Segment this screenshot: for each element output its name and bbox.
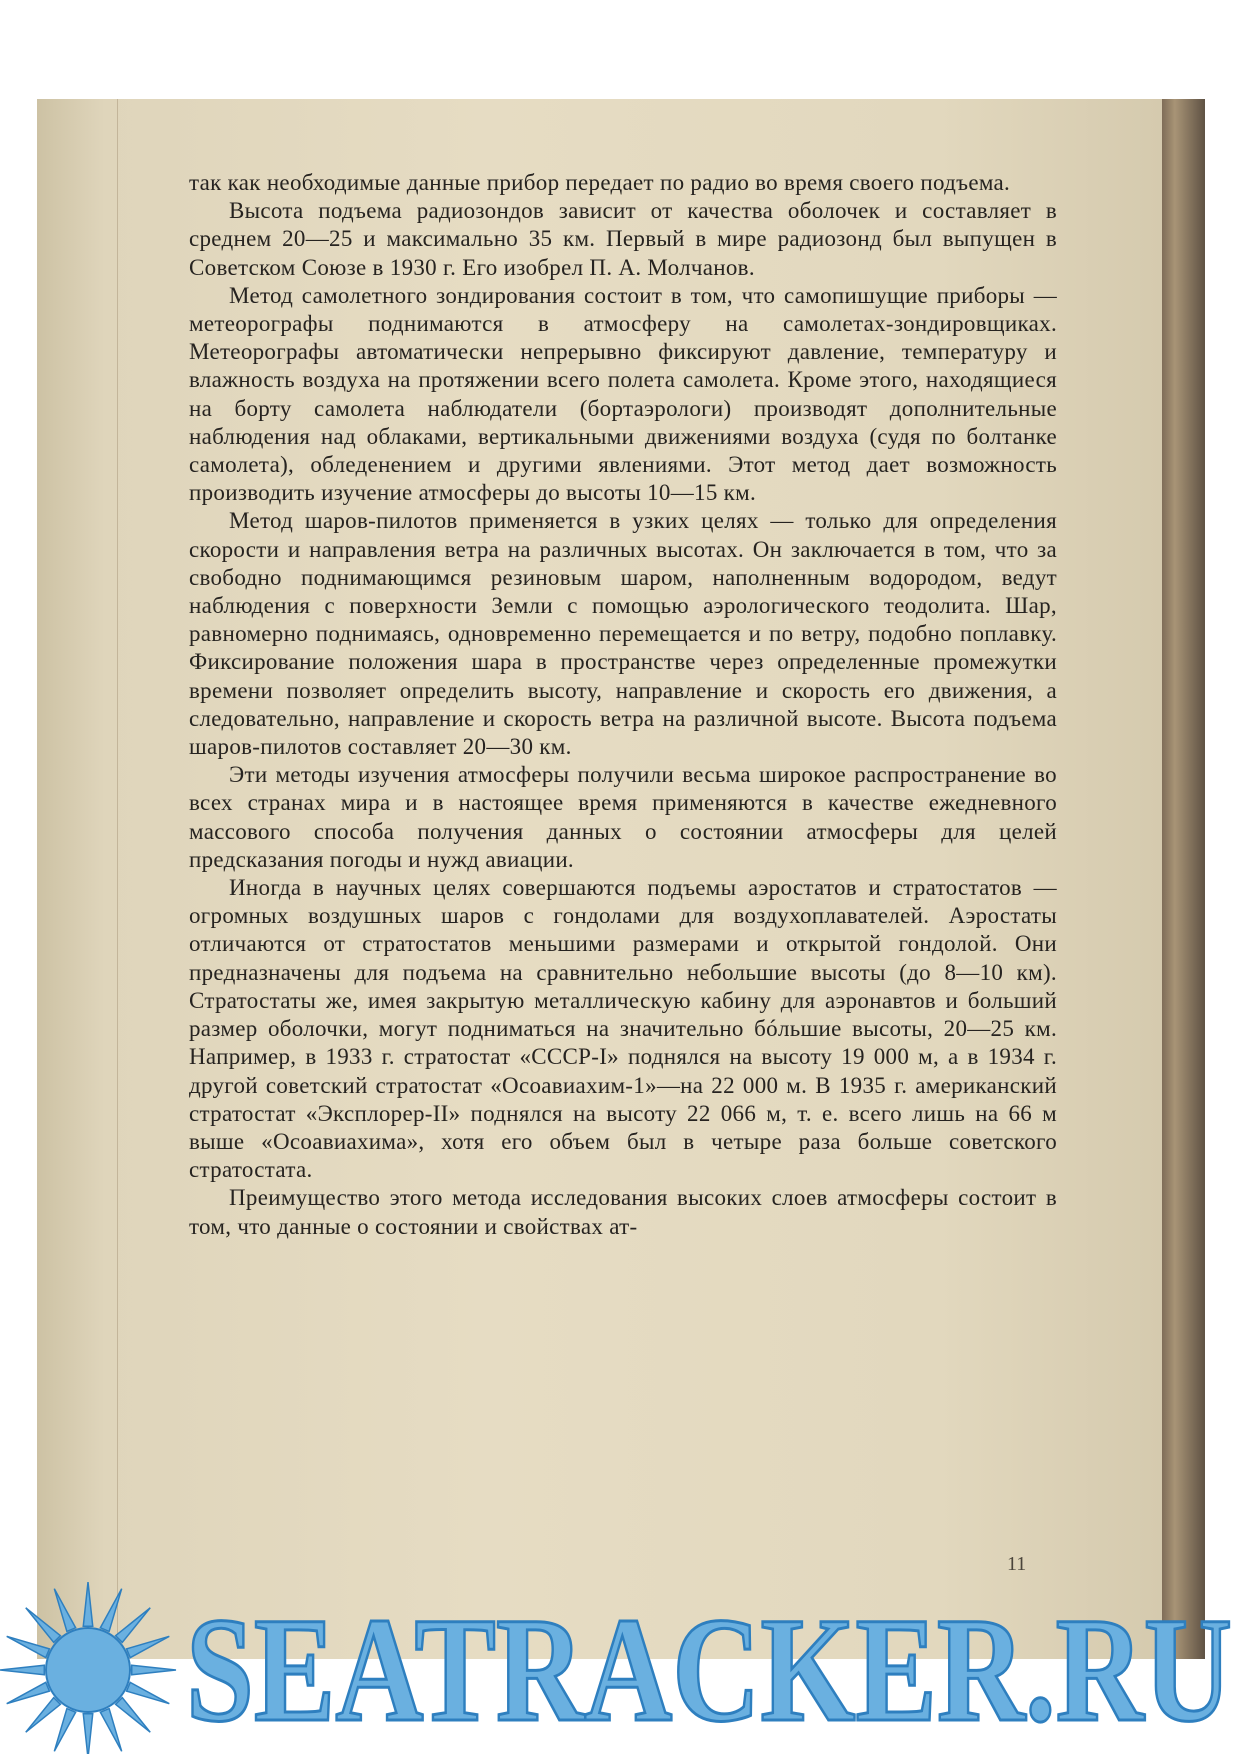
watermark-banner: [0, 1582, 1239, 1754]
book-page: [37, 99, 1162, 1659]
page-number: 11: [1007, 1553, 1027, 1575]
paragraph-5: Эти методы изучения атмосферы получили весьма широкое распространение во всех странах мира и в настоящее время применяются в качестве ежедневного массового способа получения данных о состоянии атмосферы для целей предсказания погоды и нужд авиации.: [189, 762, 1057, 872]
page-body-text: [189, 169, 1057, 1241]
scanned-page-photo: [37, 99, 1205, 1659]
watermark-label: SEATRACKER.RU: [186, 1596, 1232, 1746]
page-fold-line: [117, 99, 118, 1659]
paragraph-2: Высота подъема радиозондов зависит от качества оболочек и составляет в среднем 20—25 и максимально 35 км. Первый в мире радиозонд был выпущен в Советском Союзе в 1930 г. Его изобрел П. А. Молчанов.: [189, 198, 1057, 280]
next-page-edge: [1162, 99, 1205, 1659]
watermark-text: [180, 1596, 1239, 1746]
sunburst-logo-icon: [0, 1582, 182, 1754]
paragraph-3: Метод самолетного зондирования состоит в том, что самопишущие приборы — метеорографы поднимаются в атмосферу на самолетах-зондировщиках. Метеорографы автоматически непрерывно фиксируют давление, температуру и влажность воздуха на протяжении всего полета самолета. Кроме этого, находящиеся на борту самолета наблюдатели (бортаэрологи) производят дополнительные наблюдения над облаками, вертикальными движениями воздуха (судя по болтанке самолета), обледенением и другими явлениями. Этот метод дает возможность производить изучение атмосферы до высоты 10—15 км.: [189, 282, 1057, 506]
paragraph-6: Иногда в научных целях совершаются подъемы аэростатов и стратостатов — огромных воздушных шаров с гондолами для воздухоплавателей. Аэростаты отличаются от стратостатов меньшими размерами и открытой гондолой. Они предназначены для подъема на сравнительно небольшие высоты (до 8—10 км). Стратостаты же, имея закрытую металлическую кабину для аэронавтов и больший размер оболочки, могут подниматься на значительно бóльшие высоты, 20—25 км. Например, в 1933 г. стратостат «СССР-I» поднялся на высоту 19 000 м, а в 1934 г. другой советский стратостат «Осоавиахим-1»—на 22 000 м. В 1935 г. американский стратостат «Эксплорер-II» поднялся на высоту 22 066 м, т. е. всего лишь на 66 м выше «Осоавиахима», хотя его объем был в четыре раза больше советского стратостата.: [189, 875, 1057, 1183]
paragraph-4: Метод шаров-пилотов применяется в узких целях — только для определения скорости и направления ветра на различных высотах. Он заключается в том, что за свободно поднимающимся резиновым шаром, наполненным водородом, ведут наблюдения с поверхности Земли с помощью аэрологического теодолита. Шар, равномерно поднимаясь, одновременно перемещается и по ветру, подобно поплавку. Фиксирование положения шара в пространстве через определенные промежутки времени позволяет определить высоту, направление и скорость его движения, а следовательно, направление и скорость ветра на различной высоте. Высота подъема шаров-пилотов составляет 20—30 км.: [189, 508, 1057, 760]
paragraph-7: Преимущество этого метода исследования высоких слоев атмосферы состоит в том, что данные о состоянии и свойствах ат-: [189, 1185, 1057, 1239]
paragraph-1: так как необходимые данные прибор передает по радио во время своего подъема.: [189, 170, 1011, 195]
